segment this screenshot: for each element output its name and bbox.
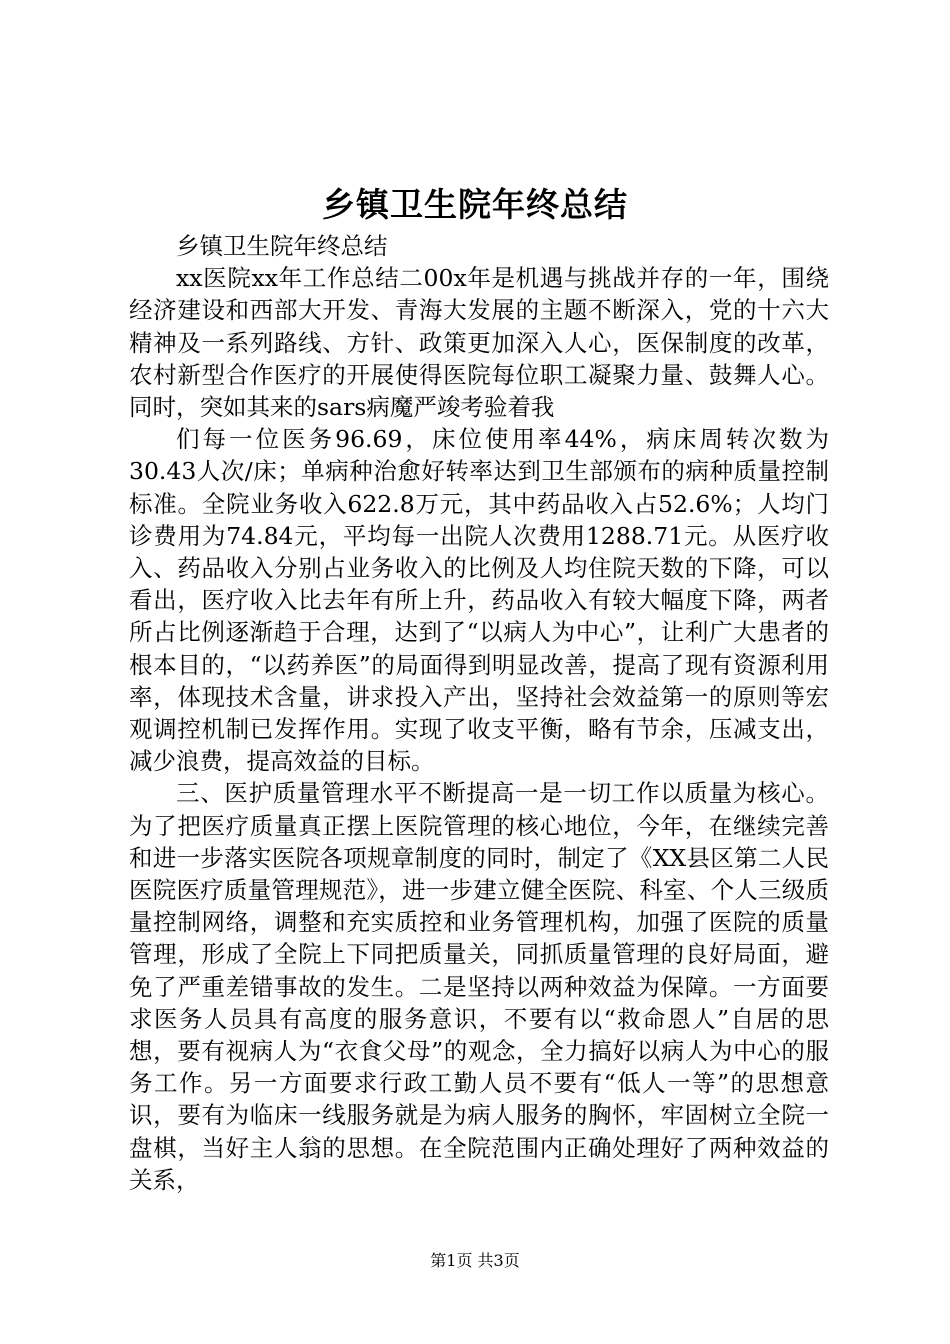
- paragraph-intro: xx医院xx年工作总结二00x年是机遇与挑战并存的一年，围绕经济建设和西部大开发、青海大发展的主题不断深入，党的十六大精神及一系列路线、方针、政策更加深入人心，医保制度的改革，农村新型合作医疗的开展使得医院每位职工凝聚力量、鼓舞人心。同时，突如其来的sars病魔严竣考验着我: [129, 264, 829, 422]
- page-footer: 第1页 共3页: [430, 1251, 520, 1270]
- document-body: [129, 230, 829, 1196]
- paragraph-subtitle: 乡镇卫生院年终总结: [176, 232, 388, 260]
- page-title: 乡镇卫生院年终总结: [322, 185, 628, 224]
- paragraph-statistics: 们每一位医务96.69，床位使用率44%，病床周转次数为30.43人次/床；单病种治愈好转率达到卫生部颁布的病种质量控制标准。全院业务收入622.8万元，其中药品收入占52.6%；人均门诊费用为74.84元，平均每一出院人次费用1288.71元。从医疗收入、药品收入分别占业务收入的比例及人均住院天数的下降，可以看出，医疗收入比去年有所上升，药品收入有较大幅度下降，两者所占比例逐渐趋于合理，达到了“以病人为中心”，让利广大患者的根本目的，“以药养医”的局面得到明显改善，提高了现有资源利用率，体现技术含量，讲求投入产出，坚持社会效益第一的原则等宏观调控机制已发挥作用。实现了收支平衡，略有节余，压减支出，减少浪费，提高效益的目标。: [129, 425, 829, 776]
- paragraph-quality-management: 三、医护质量管理水平不断提高一是一切工作以质量为核心。为了把医疗质量真正摆上医院管理的核心地位，今年，在继续完善和进一步落实医院各项规章制度的同时，制定了《XX县区第二人民医院医疗质量管理规范》，进一步建立健全医院、科室、个人三级质量控制网络，调整和充实质控和业务管理机构，加强了医院的质量管理，形成了全院上下同把质量关，同抓质量管理的良好局面，避免了严重差错事故的发生。二是坚持以两种效益为保障。一方面要求医务人员具有高度的服务意识，不要有以“救命恩人”自居的思想，要有视病人为“衣食父母”的观念，全力搞好以病人为中心的服务工作。另一方面要求行政工勤人员不要有“低人一等”的思想意识，要有为临床一线服务就是为病人服务的胸怀，牢固树立全院一盘棋，当好主人翁的思想。在全院范围内正确处理好了两种效益的关系，: [129, 779, 829, 1194]
